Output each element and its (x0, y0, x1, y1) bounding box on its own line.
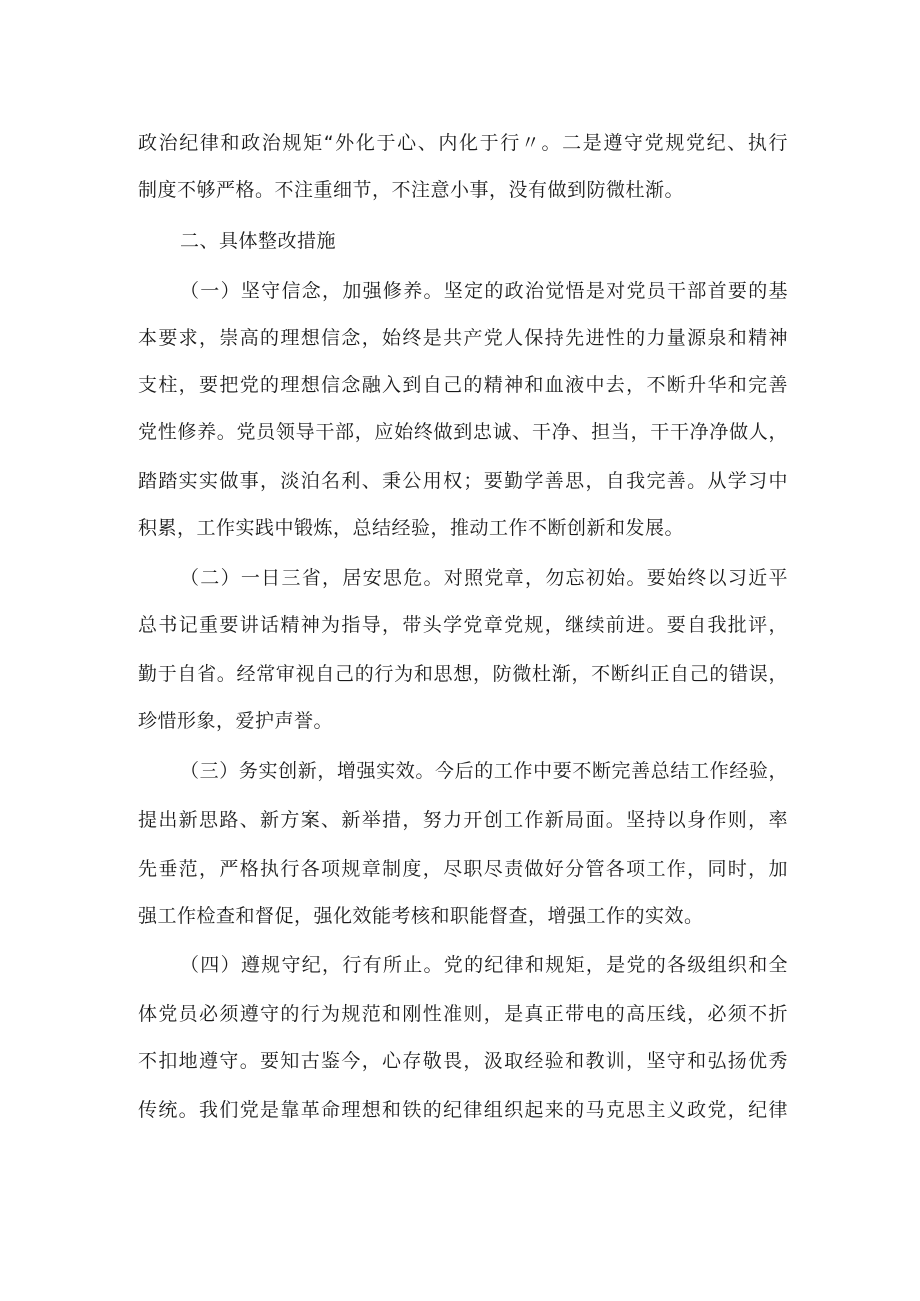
paragraph-2-line-4: 珍惜形象，爱护声誉。 (138, 710, 334, 732)
paragraph-1-line-2: 本要求，崇高的理想信念，始终是共产党人保持先进性的力量源泉和精神 (138, 327, 788, 349)
paragraph-1-line-4: 党性修养。党员领导干部，应始终做到忠诚、干净、担当，干干净净做人， (138, 421, 788, 443)
paragraph-2-line-3: 勤于自省。经常审视自己的行为和思想，防微杜渐，不断纠正自己的错误， (138, 663, 788, 685)
paragraph-3-line-1: （三）务实创新，增强实效。今后的工作中要不断完善总结工作经验， (180, 760, 788, 782)
intro-line-1: 政治纪律和政治规矩“外化于心、内化于行〃。二是遵守党规党纪、执行 (138, 132, 788, 154)
paragraph-4-line-2: 体党员必须遵守的行为规范和刚性准则，是真正带电的高压线，必须不折 (138, 1003, 788, 1025)
paragraph-1-line-3: 支柱，要把党的理想信念融入到自己的精神和血液中去，不断升华和完善 (138, 374, 788, 396)
paragraph-3-line-3: 先垂范，严格执行各项规章制度，尽职尽责做好分管各项工作，同时，加 (138, 858, 788, 880)
paragraph-1-line-6: 积累，工作实践中锻炼，总结经验，推动工作不断创新和发展。 (138, 517, 685, 539)
paragraph-2-line-2: 总书记重要讲话精神为指导，带头学党章党规，继续前进。要自我批评， (138, 614, 788, 636)
paragraph-4-line-4: 传统。我们党是靠革命理想和铁的纪律组织起来的马克思主义政党，纪律 (138, 1099, 788, 1121)
paragraph-4-line-1: （四）遵规守纪，行有所止。党的纪律和规矩，是党的各级组织和全 (180, 954, 788, 976)
paragraph-3-line-4: 强工作检查和督促，强化效能考核和职能督查，增强工作的实效。 (138, 905, 704, 927)
intro-line-2: 制度不够严格。不注重细节，不注意小事，没有做到防微杜渐。 (138, 179, 685, 201)
paragraph-2-line-1: （二）一日三省，居安思危。对照党章，勿忘初始。要始终以习近平 (180, 567, 788, 589)
section-heading: 二、具体整改措施 (180, 230, 337, 252)
paragraph-1-line-5: 踏踏实实做事，淡泊名利、秉公用权；要勤学善思，自我完善。从学习中 (138, 470, 788, 492)
paragraph-1-line-1: （一）坚守信念，加强修养。坚定的政治觉悟是对党员干部首要的基 (180, 280, 788, 302)
paragraph-4-line-3: 不扣地遵守。要知古鉴今，心存敬畏，汲取经验和教训，坚守和弘扬优秀 (138, 1050, 788, 1072)
paragraph-3-line-2: 提出新思路、新方案、新举措，努力开创工作新局面。坚持以身作则，率 (138, 809, 788, 831)
